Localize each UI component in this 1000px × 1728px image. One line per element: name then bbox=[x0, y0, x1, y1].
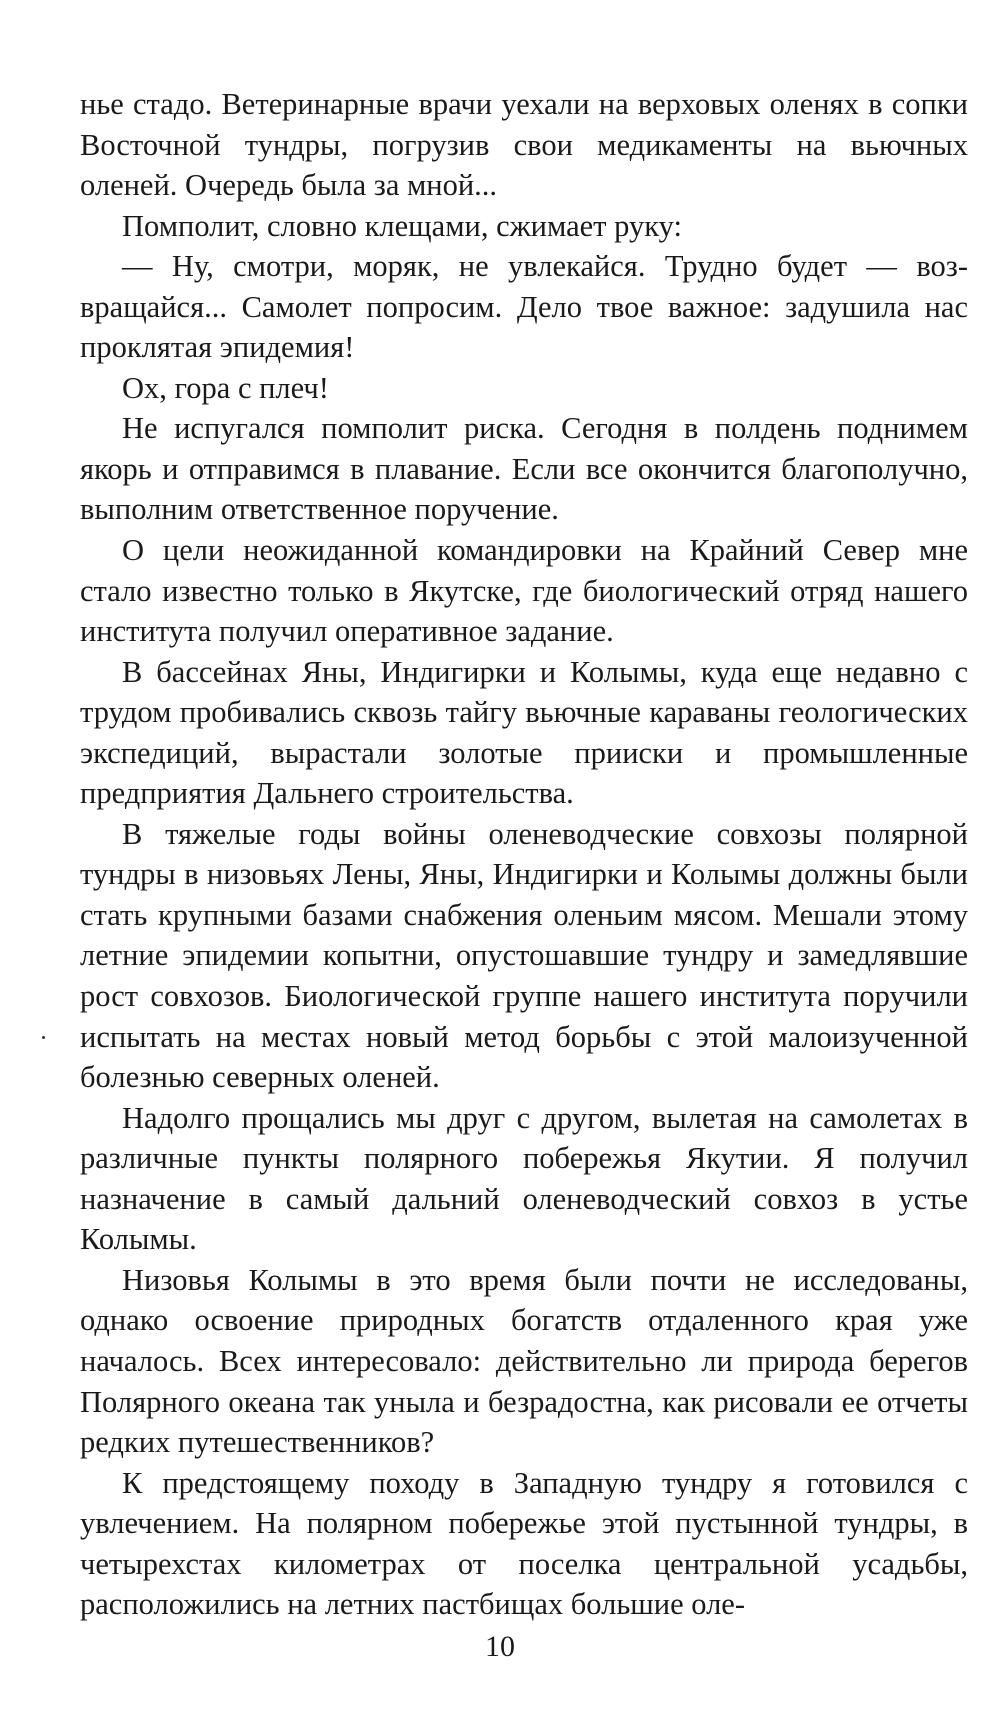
paragraph-5: Не испугался помполит риска. Сегодня в полдень поднимем якорь и отправимся в плавание. Если все окончится благополучно, выполним ответственное поручение. bbox=[80, 411, 968, 527]
paragraph-1: нье стадо. Ветеринарные врачи уехали на верховых оленях в сопки Восточной тундры, погрузив свои медикаменты на вьючных оленей. Очередь была за мной... bbox=[80, 87, 968, 203]
page-number: 10 bbox=[485, 1630, 515, 1663]
paragraph-3: — Ну, смотри, моряк, не увлекайся. Трудно будет — возвращайся... Самолет попросим. Дело твое важное: задушила нас проклятая эпидемия! bbox=[80, 249, 968, 365]
paragraph-7: В бассейнах Яны, Индигирки и Колымы, куда еще недавно с трудом пробивались сквозь тайгу вьючные караваны геологических экспедиций, вырастали золотые прииски и промышленные предприятия Дальнего строительства. bbox=[80, 654, 968, 811]
scan-speck bbox=[42, 1036, 45, 1039]
paragraph-9: Надолго прощались мы друг с другом, вылетая на самолетах в различные пункты полярного побережья Якутии. Я получил назначение в самый дальний оленеводческий совхоз в устье Колымы. bbox=[80, 1100, 968, 1257]
paragraph-2: Помполит, словно клещами, сжимает руку: bbox=[122, 208, 682, 243]
paragraph-11: К предстоящему походу в Западную тундру я готовился с увлечением. На полярном побережье этой пустынной тундры, в четырехстах километрах от поселка центральной усадьбы, расположились на летних пастбищах большие оле- bbox=[80, 1465, 968, 1622]
paragraph-10: Низовья Колымы в это время были почти не исследованы, однако освоение природных богатств отдаленного края уже началось. Всех интересовало: действительно ли природа берегов Полярного океана так уныла и безрадостна, как рисовали ее отчеты редких путешественников? bbox=[80, 1262, 968, 1460]
body-text bbox=[80, 84, 968, 1625]
paragraph-6: О цели неожиданной командировки на Крайний Север мне стало известно только в Якутске, где биологический отряд нашего института получил оперативное задание. bbox=[80, 533, 968, 649]
paragraph-4: Ох, гора с плеч! bbox=[122, 370, 329, 405]
paragraph-8: В тяжелые годы войны оленеводческие совхозы полярной тундры в низовьях Лены, Яны, Индигирки и Колымы должны были стать крупными базами снабжения оленьим мясом. Мешали этому летние эпидемии копытни, опустошавшие тундру и замедлявшие рост совхозов. Биологической группе нашего института поручили испытать на местах новый метод борьбы с этой малоизученной болезнью северных оленей. bbox=[80, 816, 968, 1095]
